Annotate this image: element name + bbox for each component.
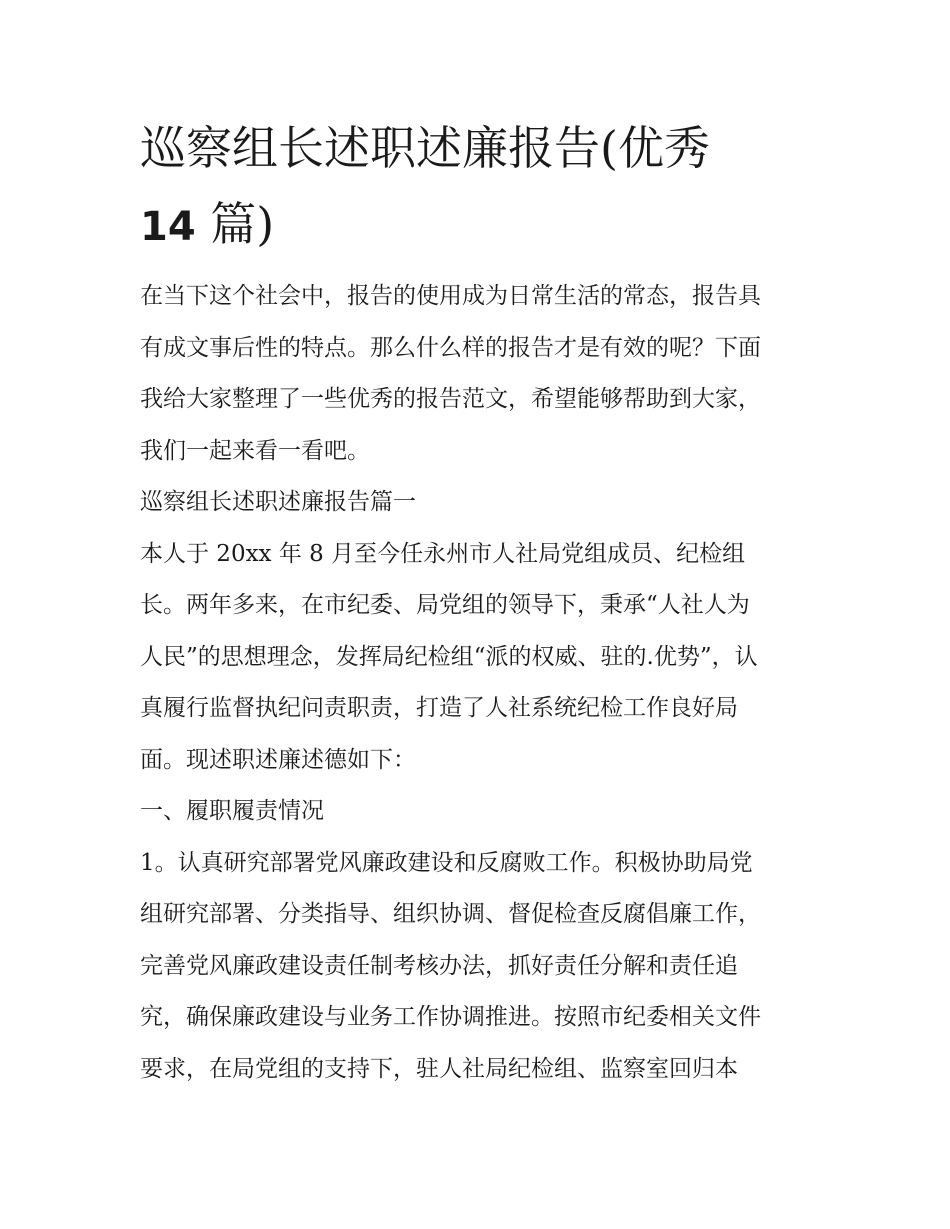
document-title [140,110,820,265]
intro-line: 有成文事后性的特点。那么什么样的报告才是有效的呢？下面 [140,334,761,361]
intro-line: 在当下这个社会中，报告的使用成为日常生活的常态，报告具 [140,283,761,309]
title-count: 14 [140,204,196,250]
body-line: 本人于 20xx 年 8 月至今任永州市人社局党组成员、纪检组 [140,540,746,567]
title-line-2 [140,186,820,265]
body-line: 要求，在局党组的支持下，驻人社局纪检组、监察室回归本 [140,1055,738,1082]
body-line: 长。两年多来，在市纪委、局党组的领导下，秉承“人社人为 [140,592,750,618]
body-line: 1。认真研究部署党风廉政建设和反腐败工作。积极协助局党 [140,849,753,876]
intro-line: 我们一起来看一看吧。 [140,437,370,464]
title-line-2-text: 篇) [195,197,275,251]
title-line-1-text: 巡察组长述职述廉报告(优秀 [140,121,710,175]
body-line: 组研究部署、分类指导、组织协调、督促检查反腐倡廉工作， [140,901,761,927]
body-line: 究，确保廉政建设与业务工作协调推进。按照市纪委相关文件 [140,1004,761,1030]
section-heading: 巡察组长述职述廉报告篇一 [140,489,416,515]
title-line-1 [140,110,820,186]
body-line: 完善党风廉政建设责任制考核办法，抓好责任分解和责任追 [140,952,738,979]
intro-line: 我给大家整理了一些优秀的报告范文，希望能够帮助到大家， [140,386,761,412]
body-line: 真履行监督执纪问责职责，打造了人社系统纪检工作良好局 [140,695,738,721]
document-page [140,110,820,1095]
subsection-heading: 一、履职履责情况 [140,798,324,824]
body-line: 人民”的思想理念，发挥局纪检组“派的权威、驻的.优势”，认 [140,643,758,670]
body-line: 面。现述职述廉述德如下： [140,746,416,773]
document-body [140,271,820,1095]
